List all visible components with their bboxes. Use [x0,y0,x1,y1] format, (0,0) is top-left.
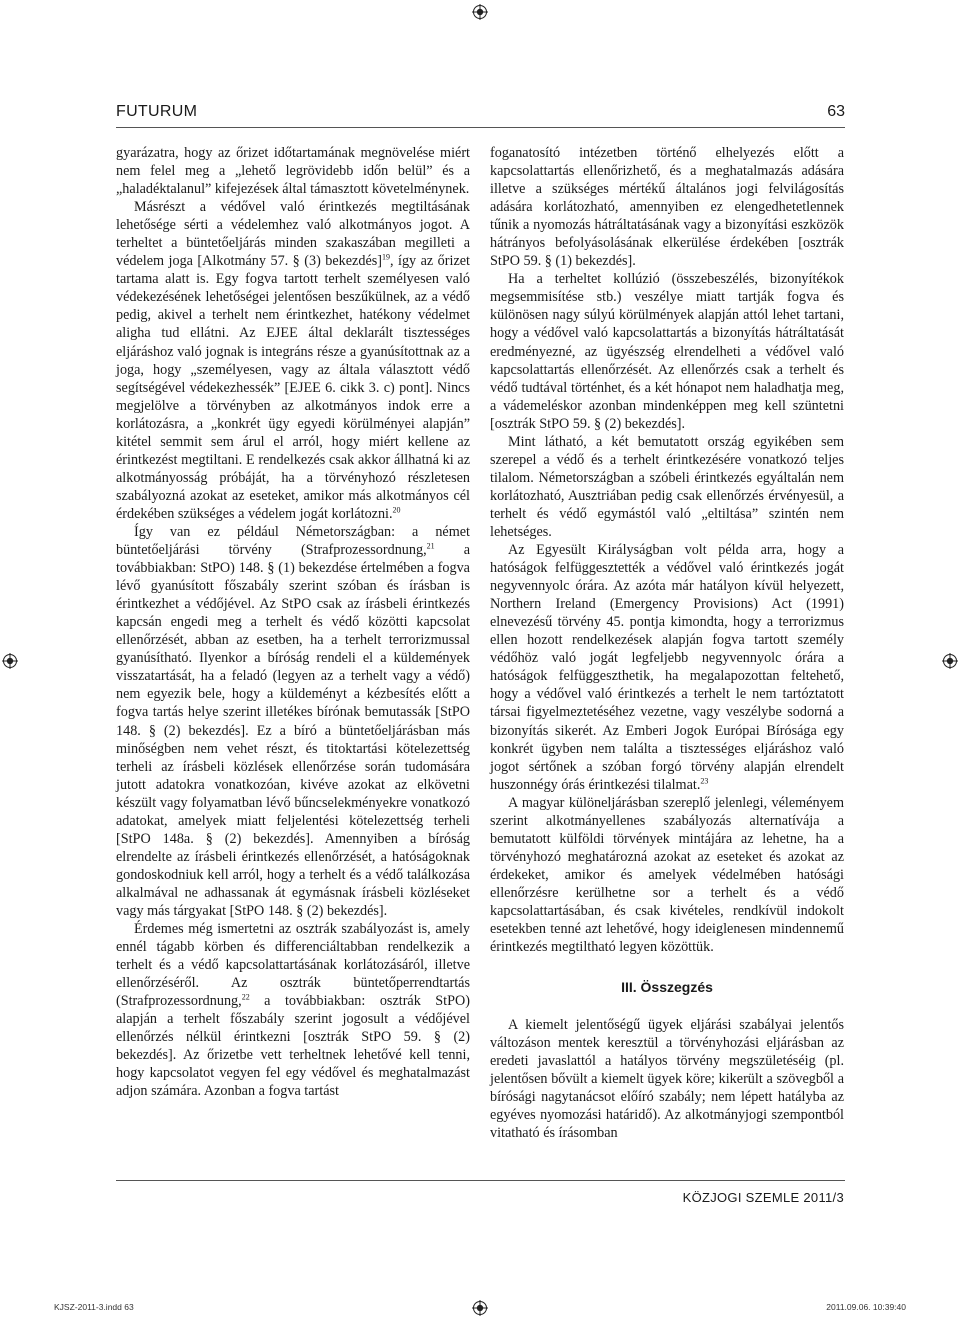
right-paragraph-5: A magyar különeljárásban szereplő jelenlegi, véleményem szerint alkotmányellenes szabályozás alternatívája a bemutatott külföldi törvények mintájára az lehetne, ha a törvényhozó meghatározná azokat az eseteket és azokat az érdekeket, amikor és amelyek védelmében hatósági ellenőrzésre kerülhetne sor a terhelt és a védő kapcsolattartásában, és csak kivételes, rendkívül indokolt esetekben tenné azt lehetővé, hogy ideiglenesen mindennemű érintkezés megtiltható legyen közöttük. [490,794,844,956]
left-paragraph-4-text-a: Érdemes még ismertetni az osztrák szabályozást is, amely ennél tágabb körben és differenciáltabban rendelkezik a terhelt és a védő kapcsolattartásának korlátozásáról, illetve ellenőrzéséről. Az osztrák büntetőperrendtartás (Strafprozessordnung, [116,921,470,1010]
left-paragraph-4-text-b: a továbbiakban: osztrák StPO) alapján a terhelt főszabály szerint jogosult a védőjével ellenőrzés nélkül érintkezni [osztrák StPO 59. § (2) bekezdés]. Az őrizetbe vett terheltnek lehetővé kell tenni, hogy kapcsolatot vegyen fel egy védővel és meghatalmazást adjon számára. Azonban a fogva tartást [116,993,470,1100]
running-header [116,103,845,125]
left-paragraph-3-text-b: a továbbiakban: StPO) 148. § (1) bekezdése értelmében a fogva lévő gyanúsított főszabály szerint szóban és írásban is érintkezhet a védőjével. Az StPO csak az írásbeli érintkezés kapcsán engedi meg a terhelt és védő közötti kapcsolat ellenőrzését, abban az esetben, ha a terhelt terrorizmussal gyanúsítható. Ilyenkor a bíróság rendeli el a küldemények visszatartását, ha a feladó (legyen az a terhelt vagy a védő) nem egyezik bele, hogy a küldeményt a kézbesítés előtt a fogva tartás helye szerint illetékes bírónak bemutassák [StPO 148. § (2) bekezdés]. Ez a bíró a büntetőeljárásban más minőségben nem vehet részt, és titoktartási kötelezettség terheli az írásbeli közlések ellenőrzése során tudomására jutott adatokra vonatkozóan, kivéve azokat az elkövetni készült vagy folyamatban lévő bűncselekményekre vonatkozó adatokat, amelyek miatt feljelentési kötelezettség terheli [StPO 148a. § (2) bekezdés]. Amennyiben a bíróság elrendelte az írásbeli érintkezés ellenőrzését, a hatóságoknak gondoskodniuk kell arról, hogy a terhelt és a védő találkozása alkalmával ne adhassanak át egymásnak írásbeli közléseket vagy más tárgyakat [StPO 148. § (2) bekezdés]. [116,542,470,919]
footnote-ref-22: 22 [241,992,250,1002]
footnote-ref-20: 20 [392,505,401,515]
left-paragraph-3-text-a: Így van ez például Németországban: a német büntetőeljárási törvény (Strafprozessordnung, [116,523,470,559]
left-paragraph-3 [116,523,470,920]
right-paragraph-4-text: Az Egyesült Királyságban volt példa arra, hogy a hatóságok felfüggesztették a védővel való érintkezés jogát negyvennyolc órára. Az azóta már hatályon kívül helyezett, Northern Ireland (Emergency Provisions) Act (1991) elnevezésű törvény 45. pontja kimondta, hogy a terrorizmus ellen hozott rendelkezések alapján fogva tartott személy védőhöz való jogát legfeljebb negyvennyolc órára a hatóságok felfüggeszthetik, ha megalapozottan feltehető, hogy a védővel való érintkezés a terhelt le nem tartóztatott társai figyelmeztetéséhez vezetne, vagy veszélybe sodorná a bizonyítás sikerét. Az Emberi Jogok Európai Bírósága egy konkrét ügyben nem találta a tisztességes eljáráshoz való jogot sértőnek a szóban forgó törvény alapján elrendelt huszonnégy órás érintkezési tilalmat. [490,542,844,793]
right-column [490,144,844,1142]
right-paragraph-4 [490,541,844,794]
left-paragraph-2-text-a: Másrészt a védővel való érintkezés megtiltásának lehetősége sérti a védelemhez való alkotmányos jogot. A terheltet a büntetőeljárás minden szakaszában megilleti a védelem joga [Alkotmány 57. § (3) bekezdés] [116,199,470,270]
right-paragraph-1: foganatosító intézetben történő elhelyezés előtt a kapcsolattartás ellenőrizhető, és a meghatalmazás adására illetve a szükséges mértékű általános jogi felvilágosítás adására korlátozható, amennyiben ez elengedhetetlennek tűnik a nyomozás hátráltatásának vagy a bizonyítási eszközök hátrányos befolyásolásának elkerülése érdekében [osztrák StPO 59. § (1) bekezdés]. [490,145,844,270]
header-rule [116,127,845,128]
slug-file-name: KJSZ-2011-3.indd 63 [54,1302,134,1312]
right-paragraph-6: A kiemelt jelentőségű ügyek eljárási szabályai jelentős változáson mentek keresztül a törvényhozási eljárásban az eredeti javaslattól a hatályos törvény megszületéséig (pl. jelentősen bővült a kiemelt ügyek köre; kikerült a szövegből a bírósági nagytanácsot előíró szabály; nem lépett hatályba az egyéves nyomozási határidő). Az alkotmányjogi szempontból vitatható és írásomban [490,1017,844,1142]
slug-date: 2011.09.06. 10:39:40 [826,1302,906,1312]
registration-mark-bottom-icon [472,1300,488,1316]
right-paragraph-2: Ha a terheltet kollúzió (összebeszélés, bizonyítékok megsemmisítése stb.) veszélye miatt tartják fogva és különösen nagy súlyú körülmények alapján attól lehet tartani, hogy a védővel való kapcsolattartás a bizonyítás hátráltatását eredményezné, az ügyészség elrendelheti a védővel való kapcsolattartás ellenőrzését. Az ellenőrzés csak a terhelt és védő tudtával történhet, és a két hónapot nem haladhatja meg, a vádemeléskor azonban mindenképpen meg kell szüntetni [osztrák StPO 59. § (2) bekezdés]. [490,271,844,432]
section-heading: III. Összegzés [621,979,713,996]
left-paragraph-4 [116,920,470,1100]
page-number: 63 [827,103,845,120]
footer-rule [116,1180,845,1181]
footnote-ref-19: 19 [381,252,390,262]
header-journal-section: FUTURUM [116,103,198,120]
registration-mark-right-icon [942,653,958,669]
left-column [116,144,470,1100]
right-paragraph-3: Mint látható, a két bemutatott ország egyikében sem szerepel a védő és a terhelt érintkezésére vonatkozó teljes tilalom. Németországban a szóbeli érintkezés egyáltalán nem korlátozható, Ausztriában pedig csak ellenőrzés érvényesül, a terhelt és védő egymástól való „eltiltása” szintén nem lehetséges. [490,433,844,540]
footnote-ref-23: 23 [700,775,709,785]
left-paragraph-1: gyarázatra, hogy az őrizet időtartamának megnövelése miért nem felel meg a „lehető legrövidebb időn belül” és a „haladéktalanul” kifejezések által támasztott követelménynek. [116,145,470,198]
footer-journal-issue: KÖZJOGI SZEMLE 2011/3 [682,1190,844,1205]
footnote-ref-21: 21 [426,541,435,551]
left-paragraph-2-text-b: , így az őrizet tartama alatt is. Egy fogva tartott terhelt személyesen való védekezésének lehetőségei jelentősen beszűkülnek, az a védő pedig, akivel a terhelt nem érintkezhet, hatékony védelmet aligha tud ellátni. Az EJEE által deklarált tisztességes eljáráshoz való jognak is integráns része a gyanúsítottnak az a joga, hogy „személyesen, vagy az általa választott védő segítségével védekezhessék” [EJEE 6. cikk 3. c) pont]. Nincs megjelölve a törvényben az alkotmányos indok erre a korlátozásra, a „konkrét ügy egyedi körülményei alapján” kitétel semmit sem árul el arról, hogy miért kellene az érintkezést megtiltani. E rendelkezés csak akkor állhatná ki az alkotmányosság próbáját, ha a törvényhozó részletesen szabályozná azokat az eseteket, amikor más alkotmányos cél érdekében szükséges a védelem jogát korlátozni. [116,253,470,522]
left-paragraph-2 [116,198,470,523]
registration-mark-left-icon [2,653,18,669]
registration-mark-top-icon [472,4,488,20]
